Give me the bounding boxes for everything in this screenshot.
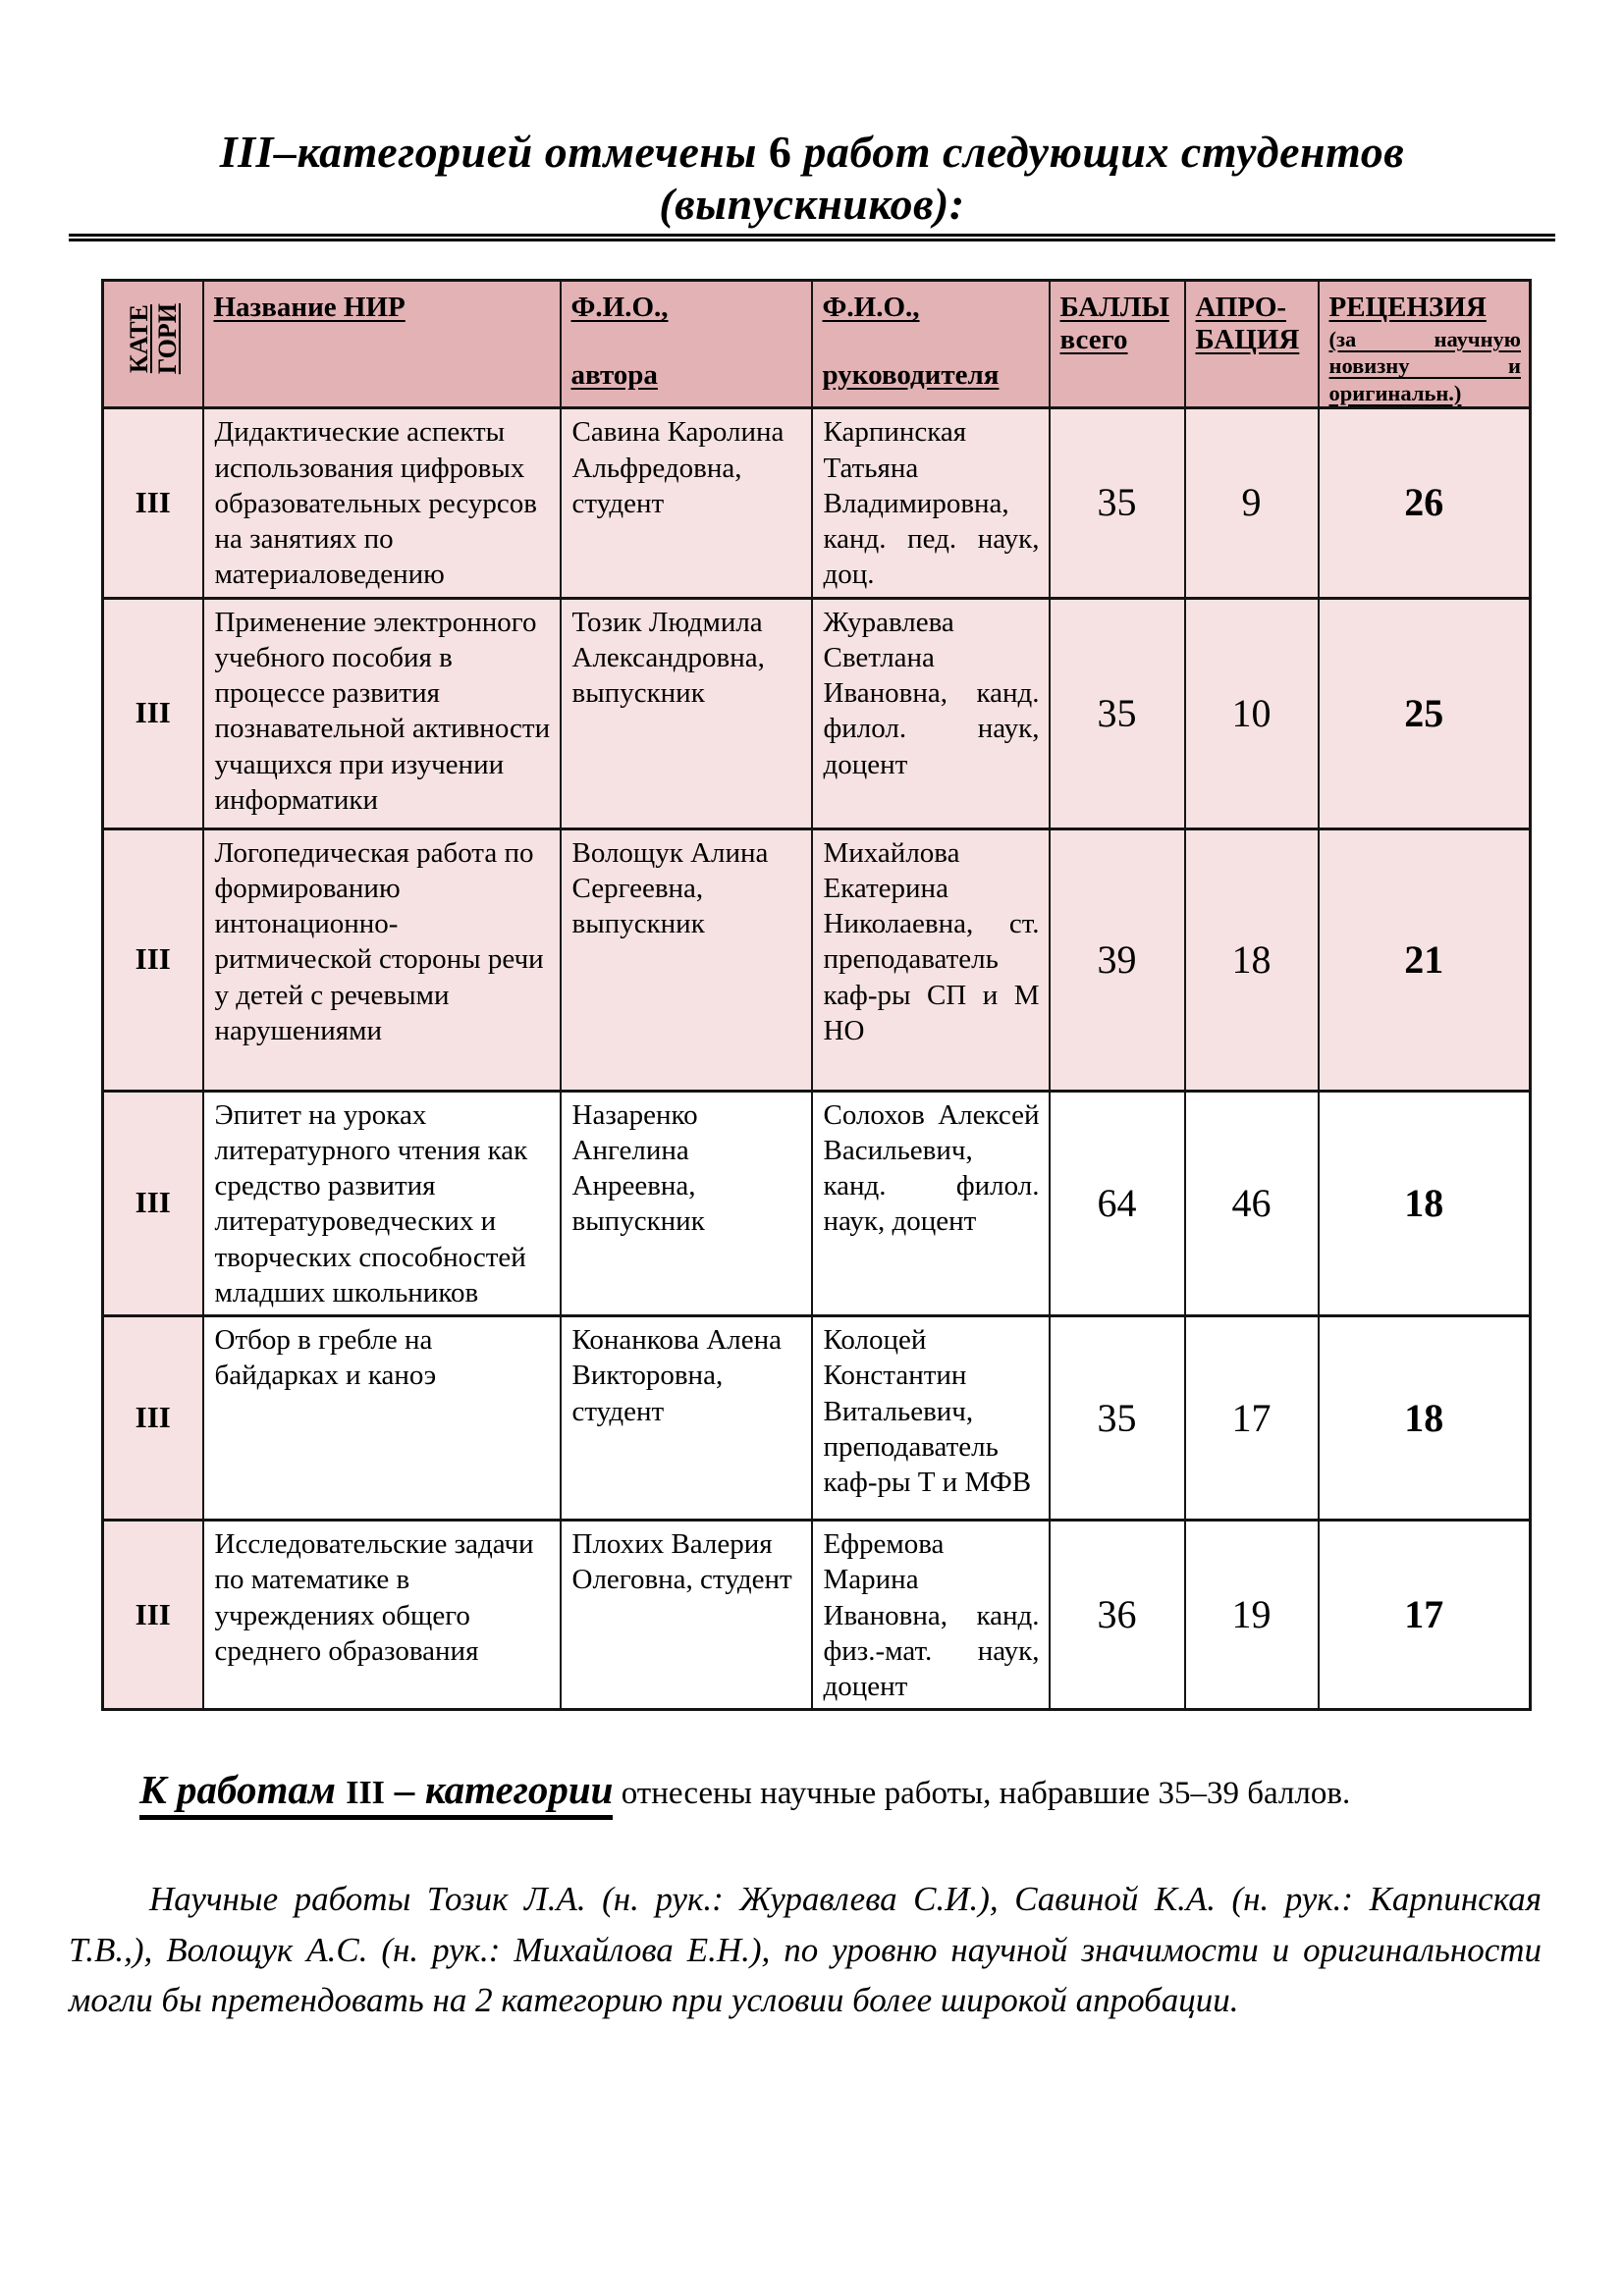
vertical-text (125, 303, 182, 374)
cell-supervisor: Солохов Алексей Васильевич, канд. филол. наук, доцент (812, 1091, 1050, 1316)
page-title-text (69, 126, 1555, 241)
cell-work-title: Дидактические аспекты использования цифровых образовательных ресурсов на занятиях по материаловедению (203, 408, 561, 598)
cell-score: 36 (1050, 1521, 1185, 1710)
cell-author: Савина Каролина Альфредовна, студент (561, 408, 812, 598)
cell-author: Тозик Людмила Александровна, выпускник (561, 598, 812, 828)
works-table (101, 279, 1532, 1711)
header-review-line2: (за научную новизну и оригинальн.) (1328, 327, 1521, 405)
cell-work-title: Логопедическая работа по формированию интонационно-ритмической стороны речи у детей с речевыми нарушениями (203, 828, 561, 1091)
cell-supervisor: Ефремова Марина Ивановна, канд. физ.-мат. наук, доцент (812, 1521, 1050, 1710)
header-name (203, 281, 561, 408)
header-score (1050, 281, 1185, 408)
cell-supervisor: Журавлева Светлана Ивановна, канд. филол. наук, доцент (812, 598, 1050, 828)
note-paragraph: Научные работы Тозик Л.А. (н. рук.: Журавлева С.И.), Савиной К.А. (н. рук.: Карпинская Т.В.,), Волощук А.С. (н. рук.: Михайлова Е.Н.), по уровню научной значимости и оригинальности могли бы претендовать на 2 категорию при условии более широкой апробации. (69, 1880, 1542, 2020)
cell-aprobation: 17 (1185, 1316, 1319, 1521)
summary-lead-category: III (346, 1775, 385, 1812)
cell-aprobation: 46 (1185, 1091, 1319, 1316)
table-header-row (103, 281, 1531, 408)
table-row (103, 1316, 1531, 1521)
cell-category: III (103, 408, 203, 598)
title-count: 6 (768, 127, 792, 177)
cell-author: Волощук Алина Сергеевна, выпускник (561, 828, 812, 1091)
page-title (69, 126, 1555, 241)
summary-lead-part1: К работам (139, 1767, 347, 1813)
header-supervisor (812, 281, 1050, 408)
cell-review: 17 (1319, 1521, 1531, 1710)
table-row (103, 1521, 1531, 1710)
header-name-label: Название НИР (213, 292, 406, 323)
header-supervisor-line2: руководителя (822, 359, 1000, 391)
cell-supervisor: Карпинская Татьяна Владимировна, канд. пед. наук, доц. (812, 408, 1050, 598)
header-review-line1: РЕЦЕНЗИЯ (1328, 292, 1487, 323)
table-row (103, 828, 1531, 1091)
cell-score: 35 (1050, 1316, 1185, 1521)
cell-review: 25 (1319, 598, 1531, 828)
summary-line (69, 1766, 1555, 1813)
header-author-line1: Ф.И.О., (570, 292, 669, 323)
cell-author: Назаренко Ангелина Анреевна, выпускник (561, 1091, 812, 1316)
header-review (1319, 281, 1531, 408)
cell-review: 26 (1319, 408, 1531, 598)
cell-review: 18 (1319, 1316, 1531, 1521)
cell-category: III (103, 828, 203, 1091)
cell-score: 64 (1050, 1091, 1185, 1316)
header-aprobation-line2: БАЦИЯ (1195, 324, 1300, 355)
cell-category: III (103, 598, 203, 828)
cell-work-title: Исследовательские задачи по математике в учреждениях общего среднего образования (203, 1521, 561, 1710)
header-author-line2: автора (570, 359, 658, 391)
title-part1: III–категорией отмечены (219, 127, 769, 177)
table-row (103, 408, 1531, 598)
vertical-text-wrap (104, 282, 202, 396)
summary-rest: отнесены научные работы, набравшие 35–39 баллов. (613, 1776, 1351, 1812)
summary-lead-part3: – категории (384, 1767, 614, 1813)
cell-aprobation: 18 (1185, 828, 1319, 1091)
cell-score: 35 (1050, 408, 1185, 598)
header-category (103, 281, 203, 408)
header-score-line2: всего (1059, 324, 1128, 355)
cell-review: 18 (1319, 1091, 1531, 1316)
cell-category: III (103, 1521, 203, 1710)
header-score-line1: БАЛЛЫ (1059, 292, 1169, 323)
header-supervisor-line1: Ф.И.О., (822, 292, 920, 323)
header-aprobation (1185, 281, 1319, 408)
header-category-line2: ГОРИ (152, 302, 182, 375)
cell-aprobation: 10 (1185, 598, 1319, 828)
cell-score: 39 (1050, 828, 1185, 1091)
cell-work-title: Отбор в гребле на байдарках и каноэ (203, 1316, 561, 1521)
cell-work-title: Эпитет на уроках литературного чтения как средство развития литературоведческих и творческих способностей младших школьников (203, 1091, 561, 1316)
cell-aprobation: 19 (1185, 1521, 1319, 1710)
cell-category: III (103, 1316, 203, 1521)
cell-review: 21 (1319, 828, 1531, 1091)
cell-supervisor: Колоцей Константин Витальевич, преподаватель каф-ры Т и МФВ (812, 1316, 1050, 1521)
cell-aprobation: 9 (1185, 408, 1319, 598)
cell-supervisor: Михайлова Екатерина Николаевна, ст. преподаватель каф-ры СП и М НО (812, 828, 1050, 1091)
table-row (103, 598, 1531, 828)
cell-score: 35 (1050, 598, 1185, 828)
cell-category: III (103, 1091, 203, 1316)
cell-work-title: Применение электронного учебного пособия в процессе развития познавательной активности учащихся при изучении информатики (203, 598, 561, 828)
header-aprobation-line1: АПРО- (1195, 292, 1287, 323)
table-row (103, 1091, 1531, 1316)
header-author (561, 281, 812, 408)
cell-author: Плохих Валерия Олеговна, студент (561, 1521, 812, 1710)
cell-author: Конанкова Алена Викторовна, студент (561, 1316, 812, 1521)
header-category-line1: КАТЕ (124, 303, 153, 374)
summary-lead (139, 1767, 613, 1820)
title-part2: работ следующих студентов (выпускников): (659, 127, 1405, 229)
